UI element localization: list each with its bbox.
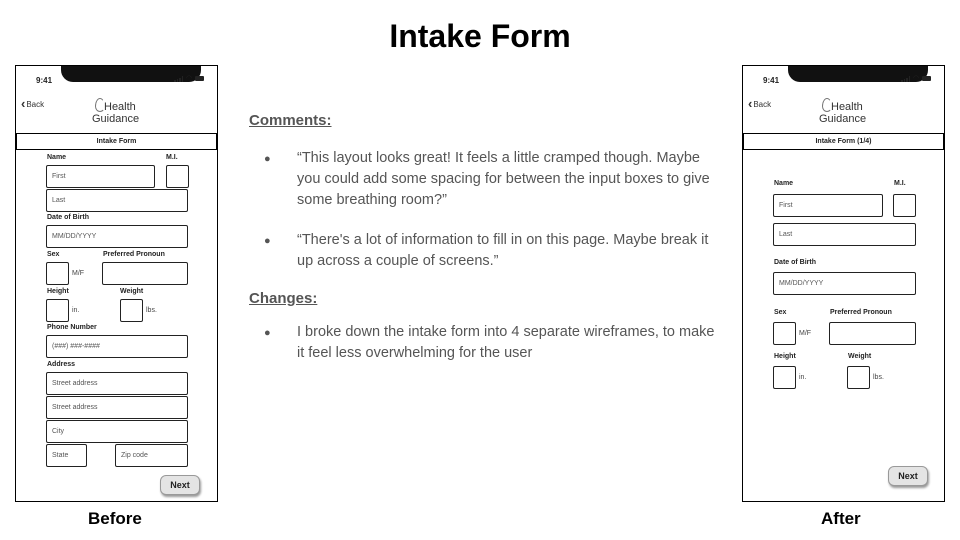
pronoun-input[interactable] — [102, 262, 188, 285]
back-label: Back — [26, 99, 45, 109]
first-name-input[interactable]: First — [46, 165, 155, 188]
comments-heading: Comments: — [249, 112, 332, 129]
address-label: Address — [47, 361, 76, 368]
height-unit: in. — [72, 307, 80, 314]
pronoun-label: Preferred Pronoun — [103, 251, 165, 258]
mi-label: M.I. — [166, 154, 178, 161]
city-input[interactable]: City — [46, 420, 188, 443]
mi-input[interactable] — [166, 165, 189, 188]
pronoun-input[interactable] — [829, 322, 916, 345]
status-time: 9:41 — [36, 76, 53, 85]
weight-unit: lbs. — [873, 374, 884, 381]
state-input[interactable]: State — [46, 444, 87, 467]
last-name-input[interactable]: Last — [773, 223, 916, 246]
first-name-input[interactable]: First — [773, 194, 883, 217]
phone-input[interactable]: (###) ###-#### — [46, 335, 188, 358]
app-logo — [84, 97, 204, 127]
height-unit: in. — [799, 374, 807, 381]
sex-input[interactable] — [46, 262, 69, 285]
back-button[interactable] — [748, 96, 772, 111]
change-bullet-1: ● — [264, 327, 271, 339]
pronoun-label: Preferred Pronoun — [830, 309, 892, 316]
back-label: Back — [753, 99, 772, 109]
dob-input[interactable]: MM/DD/YYYY — [773, 272, 916, 295]
comment-bullet-2: ● — [264, 235, 271, 247]
dob-label: Date of Birth — [47, 214, 89, 221]
street2-input[interactable]: Street address — [46, 396, 188, 419]
logo-line1: Health — [104, 101, 136, 113]
status-icons — [174, 75, 204, 82]
logo-line2: Guidance — [819, 113, 867, 125]
sex-label: Sex — [774, 309, 787, 316]
chevron-left-icon: ‹ — [21, 96, 26, 111]
sex-label: Sex — [47, 251, 60, 258]
after-caption: After — [821, 509, 861, 528]
weight-label: Weight — [120, 288, 144, 295]
height-label: Height — [47, 288, 69, 295]
wifi-icon: ◠ — [913, 75, 920, 82]
form-header: Intake Form — [16, 133, 217, 150]
changes-heading: Changes: — [249, 290, 318, 307]
height-input[interactable] — [46, 299, 69, 322]
signal-icon — [901, 76, 910, 82]
logo-line1: Health — [831, 101, 863, 113]
back-button[interactable] — [21, 96, 45, 111]
name-label: Name — [47, 154, 67, 161]
logo-line2: Guidance — [92, 113, 140, 125]
mi-input[interactable] — [893, 194, 916, 217]
dob-label: Date of Birth — [774, 259, 816, 266]
name-label: Name — [774, 180, 794, 187]
weight-label: Weight — [848, 353, 872, 360]
last-name-input[interactable]: Last — [46, 189, 188, 212]
zip-input[interactable]: Zip code — [115, 444, 188, 467]
next-button[interactable]: Next — [160, 475, 200, 495]
weight-unit: lbs. — [146, 307, 157, 314]
app-logo — [811, 97, 931, 127]
before-caption: Before — [88, 509, 142, 528]
chevron-left-icon: ‹ — [748, 96, 753, 111]
signal-icon — [174, 76, 183, 82]
weight-input[interactable] — [120, 299, 143, 322]
battery-icon — [922, 76, 931, 81]
before-phone-mockup — [15, 65, 218, 502]
mi-label: M.I. — [894, 180, 906, 187]
comment-text-1: “This layout looks great! It feels a little cramped though. Maybe you could add some spacing for between the input boxes to give some breathing room?” — [297, 150, 710, 208]
dob-input[interactable]: MM/DD/YYYY — [46, 225, 188, 248]
sex-unit: M/F — [799, 330, 812, 337]
height-label: Height — [774, 353, 796, 360]
comment-bullet-1: ● — [264, 153, 271, 165]
slide-title: Intake Form — [389, 18, 571, 54]
comment-text-2: “There's a lot of information to fill in on this page. Maybe break it up across a couple of screens.” — [297, 232, 709, 269]
battery-icon — [195, 76, 204, 81]
weight-input[interactable] — [847, 366, 870, 389]
wifi-icon: ◠ — [186, 75, 193, 82]
form-header: Intake Form (1/4) — [743, 133, 944, 150]
height-input[interactable] — [773, 366, 796, 389]
after-phone-mockup — [742, 65, 945, 502]
next-button[interactable]: Next — [888, 466, 928, 486]
status-icons — [901, 75, 931, 82]
street1-input[interactable]: Street address — [46, 372, 188, 395]
status-time: 9:41 — [763, 76, 780, 85]
sex-unit: M/F — [72, 270, 85, 277]
phone-label: Phone Number — [47, 324, 97, 331]
change-text-1: I broke down the intake form into 4 separate wireframes, to make it feel less overwhelming for the user — [297, 324, 715, 361]
sex-input[interactable] — [773, 322, 796, 345]
